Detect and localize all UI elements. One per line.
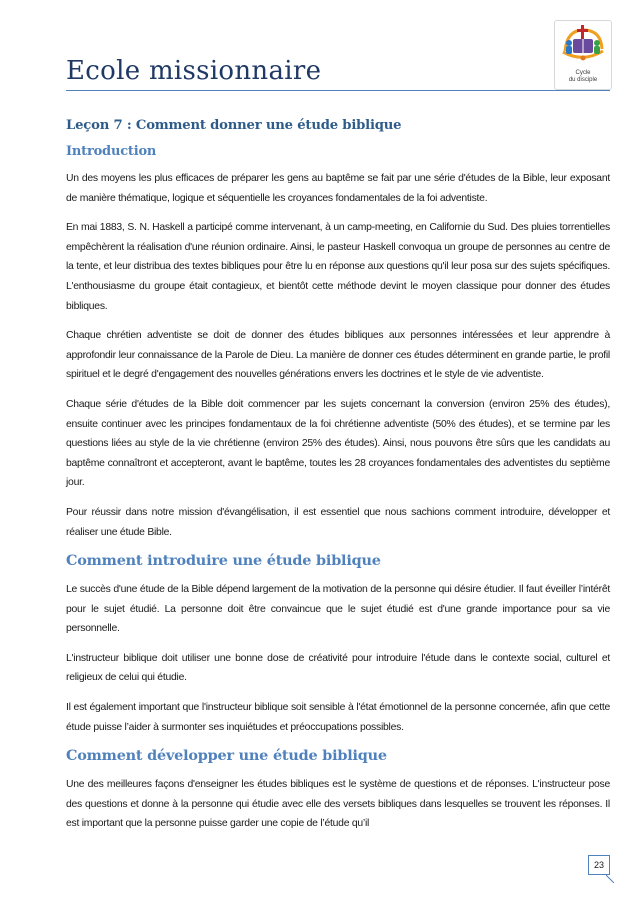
paragraph: Chaque chrétien adventiste se doit de donner des études bibliques aux personnes intéressées et leur apprendre à approfondir leur connaissance de la Parole de Dieu. La manière de donner ces études déterminent en grande partie, le profil spirituel et le degré d'engagement des nouvelles générations envers les doctrines et le style de vie adventiste. [66,330,610,381]
paragraph: Pour réussir dans notre mission d'évangélisation, il est essentiel que nous sachions comment introduire, développer et réaliser une étude Bible. [66,506,610,538]
page-number: 23 [588,855,610,875]
section-heading-introduire: Comment introduire une étude biblique [66,552,381,570]
document-title: Ecole missionnaire [66,56,322,86]
lesson-title: Leçon 7 : Comment donner une étude biblique [66,118,402,133]
logo-text-line1: Cycle [575,70,591,76]
header-divider [66,90,610,91]
paragraph: Chaque série d'études de la Bible doit commencer par les sujets concernant la conversion (environ 25% des études), ensuite continuer avec les principes fondamentaux de la foi chrétienne adventiste (50% des études), et se termine par les questions liées au style de la vie chrétienne (environ 25% des études). Ainsi, nous pouvons être sûrs que les candidats au baptême connaîtront et accepteront, avant le baptême, toutes les 28 croyances fondamentales des adventistes du septième jour. [66,398,610,489]
page-header [66,18,610,90]
paragraph: L'instructeur biblique doit utiliser une bonne dose de créativité pour introduire l'étude dans le contexte social, culturel et religieux de celui qui étudie. [66,652,610,684]
section-heading-introduction: Introduction [66,144,157,159]
cycle-du-disciple-logo [554,20,612,90]
paragraph: En mai 1883, S. N. Haskell a participé comme intervenant, à un camp-meeting, en Californie du Sud. Des pluies torrentielles empêchèrent la réalisation d'une réunion ordinaire. Ainsi, le pasteur Haskell convoqua un groupe de personnes au centre de la tente, et leur distribua des textes bibliques pour être lu en réponse aux questions qu'il leur posa sur des sujets spécifiques. L'enthousiasme du groupe était contagieux, et bientôt cette méthode devint le moyen classique pour donner des études bibliques. [66,222,610,312]
section-heading-developper: Comment développer une étude biblique [66,747,387,765]
paragraph: Une des meilleures façons d'enseigner les études bibliques est le système de questions et de réponses. L'instructeur pose des questions et donne à la personne qui étudie avec elle des versets bibliques dans lesquelles se trouvent les réponses. Il est important que la personne puisse garder une copie de l’étude qu’il [66,779,610,830]
page-corner-icon [606,871,618,883]
paragraph: Il est également important que l'instructeur biblique soit sensible à l'état émotionnel de la personne concernée, afin que cette étude puisse l’aider à surmonter ses inquiétudes et préoccupations possibles. [66,702,610,733]
paragraph: Le succès d'une étude de la Bible dépend largement de la motivation de la personne qui désire étudier. Il faut éveiller l’intérêt pour le sujet étudié. La personne doit être convaincue que le sujet étudié est d'une grande importance pour sa vie personnelle. [66,584,610,635]
logo-text-line2: du disciple [568,77,598,83]
paragraph: Un des moyens les plus efficaces de préparer les gens au baptême se fait par une série d'études de la Bible, leur exposant de manière thématique, logique et séquentielle les croyances fondamentales de la foi adventiste. [66,173,610,204]
logo-emblem-icon [555,21,611,71]
page-content [66,118,610,844]
